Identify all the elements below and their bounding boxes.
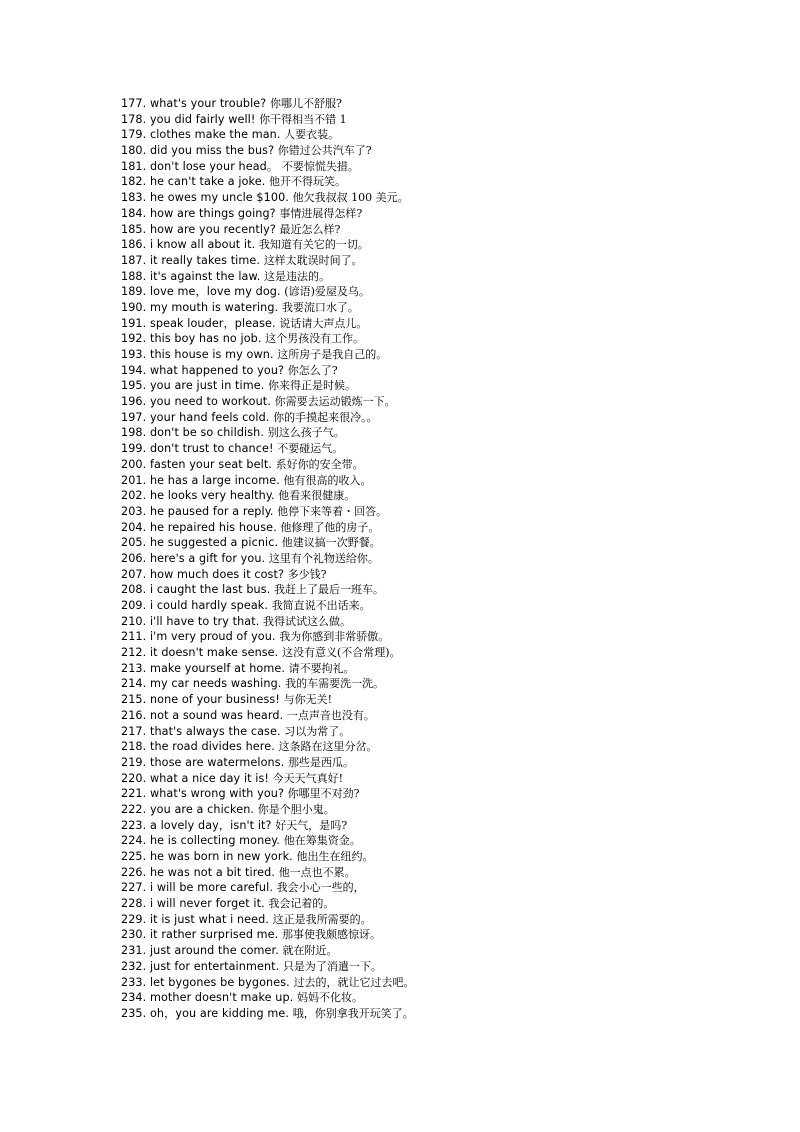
chinese-translation: 他看来很健康。 [278, 489, 356, 503]
phrase-line [121, 990, 414, 1006]
english-phrase: 218. the road divides here. [121, 740, 279, 754]
phrase-line [121, 880, 414, 896]
phrase-line [121, 222, 414, 238]
chinese-translation: 我简直说不出话来。 [271, 599, 371, 612]
chinese-translation: 你的手摸起来很冷。。 [273, 410, 378, 424]
phrase-line [121, 520, 414, 536]
chinese-translation: 他一点也不累。 [278, 865, 356, 879]
chinese-translation: 你来得正是时候。 [268, 379, 357, 393]
chinese-translation: 哦，你别拿我开玩笑了。 [292, 1006, 414, 1020]
phrase-line [121, 724, 414, 740]
phrase-line [121, 833, 414, 849]
chinese-translation: 那些是西瓜。 [287, 755, 354, 769]
phrase-line [121, 96, 414, 112]
english-phrase: 227. i will be more careful. [121, 881, 277, 895]
chinese-translation: 就在附近。 [282, 944, 338, 958]
english-phrase: 191. speak louder，please. [121, 316, 280, 330]
phrase-line [121, 363, 414, 379]
phrase-line [121, 488, 414, 504]
phrase-line [121, 739, 414, 755]
chinese-translation: (谚语)爱屋及乌。 [284, 285, 370, 299]
chinese-translation: 系好你的安全带。 [275, 457, 364, 471]
chinese-translation: 事情进展得怎样? [279, 206, 363, 220]
phrase-line [121, 535, 414, 551]
phrase-line [121, 582, 414, 598]
english-phrase: 203. he paused for a reply. [121, 504, 278, 518]
english-phrase: 177. what's your trouble? [121, 97, 270, 110]
chinese-translation: 你是个胆小鬼。 [257, 802, 335, 816]
phrase-line [121, 708, 414, 724]
phrase-line [121, 394, 414, 410]
english-phrase: 180. did you miss the bus? [121, 144, 278, 158]
english-phrase: 179. clothes make the man. [121, 128, 285, 142]
chinese-translation: 好天气，是吗? [275, 818, 348, 832]
english-phrase: 230. it rather surprised me. [121, 928, 282, 942]
chinese-translation: 他欠我叔叔 100 美元。 [292, 191, 409, 205]
phrase-line [121, 818, 414, 834]
english-phrase: 201. he has a large income. [121, 473, 284, 487]
chinese-translation: 不要碰运气。 [277, 442, 344, 456]
english-phrase: 234. mother doesn't make up. [121, 991, 297, 1005]
english-phrase: 193. this house is my own. [121, 348, 278, 361]
phrase-line [121, 614, 414, 630]
english-phrase: 223. a lovely day，isn't it? [121, 818, 276, 832]
chinese-translation: 我知道有关它的一切。 [258, 238, 369, 252]
english-phrase: 199. don't trust to chance! [121, 442, 278, 456]
phrase-line [121, 473, 414, 489]
phrase-line [121, 284, 414, 300]
phrase-line [121, 896, 414, 912]
english-phrase: 196. you need to workout. [121, 395, 275, 409]
phrase-line [121, 786, 414, 802]
phrase-line [121, 441, 414, 457]
phrase-line [121, 1006, 414, 1022]
english-phrase: 228. i will never forget it. [121, 897, 269, 911]
english-phrase: 208. i caught the last bus. [121, 583, 274, 597]
english-phrase: 217. that's always the case. [121, 724, 285, 738]
phrase-line [121, 112, 414, 128]
english-phrase: 225. he was born in new york. [121, 850, 297, 863]
phrase-line [121, 598, 414, 614]
chinese-translation: 这个男孩没有工作。 [265, 332, 365, 346]
phrase-line [121, 959, 414, 975]
english-phrase: 205. he suggested a picnic. [121, 536, 282, 550]
phrase-list [121, 96, 414, 1022]
english-phrase: 215. none of your business! [121, 693, 284, 707]
phrase-line [121, 802, 414, 818]
chinese-translation: 人要衣装。 [284, 128, 340, 142]
phrase-line [121, 316, 414, 332]
english-phrase: 200. fasten your seat belt. [121, 457, 276, 471]
phrase-line [121, 127, 414, 143]
chinese-translation: 最近怎么样? [279, 222, 341, 236]
english-phrase: 210. i'll have to try that. [121, 614, 264, 628]
phrase-line [121, 190, 414, 206]
chinese-translation: 我为你感到非常骄傲。 [279, 630, 390, 644]
chinese-translation: 习以为常了。 [284, 724, 351, 738]
chinese-translation: 我得试试这么做。 [263, 614, 352, 628]
chinese-translation: 这样太耽误时间了。 [263, 253, 363, 267]
english-phrase: 213. make yourself at home. [121, 661, 289, 675]
chinese-translation: 他停下来等着・回答。 [277, 504, 388, 518]
phrase-line [121, 676, 414, 692]
chinese-translation: 这正是我所需要的。 [272, 912, 372, 926]
chinese-translation: 请不要拘礼。 [288, 661, 355, 675]
english-phrase: 235. oh，you are kidding me. [121, 1006, 293, 1020]
phrase-line [121, 253, 414, 269]
phrase-line [121, 943, 414, 959]
english-phrase: 197. your hand feels cold. [121, 410, 274, 424]
english-phrase: 189. love me，love my dog. [121, 285, 285, 299]
english-phrase: 207. how much does it cost? [121, 567, 288, 581]
chinese-translation: 他建议搞一次野餐。 [281, 536, 381, 550]
english-phrase: 219. those are watermelons. [121, 755, 288, 769]
chinese-translation: 他开不得玩笑。 [269, 175, 347, 189]
phrase-line [121, 755, 414, 771]
english-phrase: 229. it is just what i need. [121, 912, 273, 926]
english-phrase: 182. he can't take a joke. [121, 175, 270, 189]
english-phrase: 233. let bygones be bygones. [121, 975, 294, 989]
chinese-translation: 妈妈不化妆。 [296, 991, 363, 1005]
chinese-translation: 这是违法的。 [264, 269, 331, 283]
english-phrase: 204. he repaired his house. [121, 520, 281, 534]
phrase-line [121, 237, 414, 253]
phrase-line [121, 159, 414, 175]
phrase-line [121, 865, 414, 881]
chinese-translation: 一点声音也没有。 [286, 708, 375, 722]
phrase-line [121, 567, 414, 583]
english-phrase: 211. i'm very proud of you. [121, 630, 280, 644]
chinese-translation: 我赶上了最后一班车。 [273, 583, 384, 597]
chinese-translation: 你怎么了? [287, 363, 338, 377]
chinese-translation: 我要流口水了。 [281, 300, 359, 314]
english-phrase: 220. what a nice day it is! [121, 771, 273, 785]
phrase-line [121, 143, 414, 159]
chinese-translation: 他在筹集资金。 [283, 834, 361, 848]
phrase-line [121, 206, 414, 222]
chinese-translation: 只是为了消遣一下。 [282, 959, 382, 973]
chinese-translation: 今天天气真好! [272, 771, 344, 785]
chinese-translation: 我会小心一些的， [276, 881, 365, 895]
chinese-translation: 你需要去运动锻炼一下。 [274, 395, 396, 409]
chinese-translation: 这没有意义(不合常理)。 [281, 646, 401, 660]
chinese-translation: 他出生在纽约。 [296, 850, 374, 863]
english-phrase: 178. you did fairly well! [121, 112, 260, 126]
english-phrase: 212. it doesn't make sense. [121, 646, 282, 660]
english-phrase: 206. here's a gift for you. [121, 551, 269, 565]
english-phrase: 190. my mouth is watering. [121, 300, 282, 314]
phrase-line [121, 849, 414, 865]
english-phrase: 226. he was not a bit tired. [121, 865, 279, 879]
chinese-translation: 过去的，就让它过去吧。 [293, 975, 415, 989]
english-phrase: 188. it's against the law. [121, 269, 265, 283]
chinese-translation: 别这么孩子气。 [267, 426, 345, 440]
english-phrase: 232. just for entertainment. [121, 959, 283, 973]
phrase-line [121, 457, 414, 473]
english-phrase: 209. i could hardly speak. [121, 599, 272, 612]
english-phrase: 184. how are things going? [121, 206, 280, 220]
phrase-line [121, 692, 414, 708]
chinese-translation: 他修理了他的房子。 [280, 520, 380, 534]
phrase-line [121, 661, 414, 677]
phrase-line [121, 378, 414, 394]
phrase-line [121, 771, 414, 787]
chinese-translation: 多少钱? [287, 567, 327, 581]
chinese-translation: 不要惊慌失措。 [281, 159, 359, 173]
chinese-translation: 这里有个礼物送给你。 [268, 551, 379, 565]
english-phrase: 222. you are a chicken. [121, 802, 258, 816]
phrase-line [121, 504, 414, 520]
english-phrase: 198. don't be so childish. [121, 426, 268, 440]
english-phrase: 194. what happened to you? [121, 363, 288, 377]
english-phrase: 216. not a sound was heard. [121, 708, 287, 722]
phrase-line [121, 629, 414, 645]
english-phrase: 192. this boy has no job. [121, 332, 266, 346]
english-phrase: 195. you are just in time. [121, 379, 269, 393]
english-phrase: 214. my car needs washing. [121, 677, 286, 691]
phrase-line [121, 645, 414, 661]
english-phrase: 231. just around the comer. [121, 944, 283, 958]
english-phrase: 221. what's wrong with you? [121, 787, 288, 801]
chinese-translation: 他有很高的收入。 [283, 473, 372, 487]
chinese-translation: 我的车需要洗一洗。 [285, 677, 385, 691]
english-phrase: 202. he looks very healthy. [121, 489, 279, 503]
chinese-translation: 你干得相当不错 1 [259, 112, 347, 126]
chinese-translation: 与你无关! [283, 693, 333, 707]
english-phrase: 186. i know all about it. [121, 238, 259, 252]
phrase-line [121, 331, 414, 347]
phrase-line [121, 912, 414, 928]
chinese-translation: 你哪儿不舒服? [269, 97, 342, 110]
english-phrase: 183. he owes my uncle $100. [121, 191, 293, 205]
english-phrase: 185. how are you recently? [121, 222, 280, 236]
phrase-line [121, 300, 414, 316]
english-phrase: 187. it really takes time. [121, 253, 264, 267]
english-phrase: 224. he is collecting money. [121, 834, 284, 848]
english-phrase: 181. don't lose your head。 [121, 159, 282, 173]
phrase-line [121, 410, 414, 426]
chinese-translation: 你哪里不对劲? [287, 787, 360, 801]
chinese-translation: 你错过公共汽车了? [277, 144, 372, 158]
chinese-translation: 我会记着的。 [268, 897, 335, 911]
phrase-line [121, 551, 414, 567]
chinese-translation: 这条路在这里分岔。 [278, 740, 378, 754]
phrase-line [121, 927, 414, 943]
phrase-line [121, 975, 414, 991]
chinese-translation: 这所房子是我自己的。 [277, 348, 388, 361]
chinese-translation: 那事使我颇感惊讶。 [281, 928, 381, 942]
phrase-line [121, 269, 414, 285]
phrase-line [121, 174, 414, 190]
phrase-line [121, 425, 414, 441]
phrase-line [121, 347, 414, 363]
chinese-translation: 说话请大声点儿。 [279, 316, 368, 330]
